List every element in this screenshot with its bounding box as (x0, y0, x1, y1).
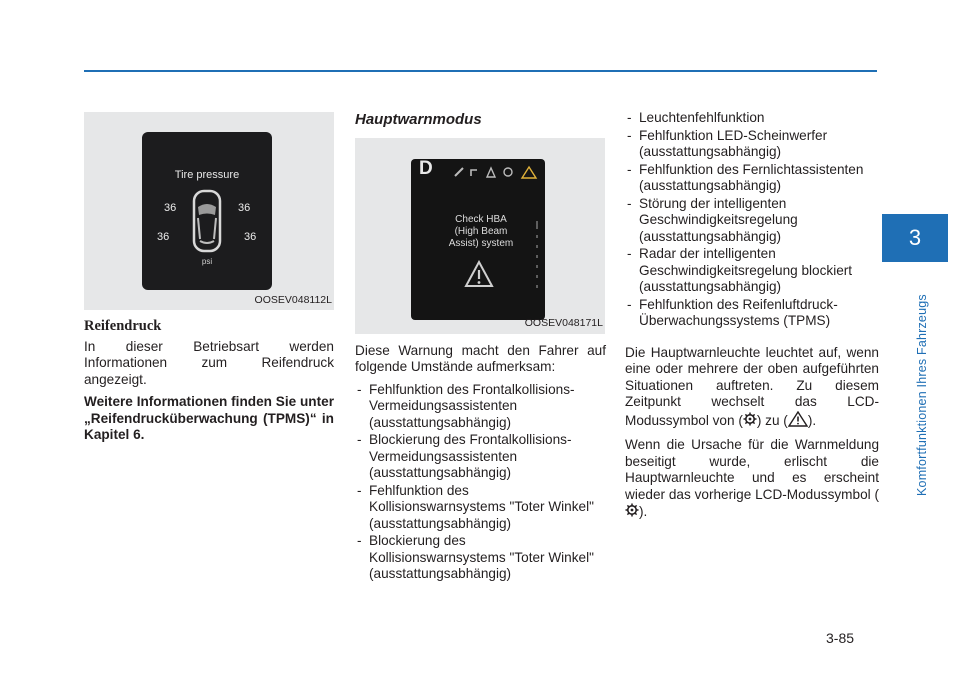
list-item: - Fehlfunktion des Frontalkollisions-Vermeidungsassistenten (ausstattungsabhängig) (355, 382, 606, 432)
body-paragraph: In dieser Betriebsart werden Informationen zum Reifendruck angezeigt. (84, 338, 334, 387)
list-item: - Radar der intelligenten Geschwindigkeitsregelung blockiert (ausstattungsabhängig) (625, 246, 879, 296)
column-middle (355, 112, 606, 584)
gear-indicator: D (419, 157, 433, 179)
body-paragraph (625, 345, 879, 432)
condition-list (625, 110, 879, 330)
cluster-display (142, 132, 272, 290)
tire-rear-right: 36 (244, 231, 257, 243)
master-warning-figure (355, 138, 605, 334)
pressure-unit: psi (201, 257, 213, 266)
text-run: Wenn die Ursache für die Warnmeldung beseitigt wurde, erlischt die Hauptwarnleuchte und es erscheint wieder das vorherige LCD-Modussymbol ( (625, 437, 879, 502)
tire-front-left: 36 (164, 202, 177, 214)
tire-rear-left: 36 (157, 231, 170, 243)
column-left (84, 112, 334, 450)
gear-icon (743, 412, 757, 431)
gauge-ticks (533, 219, 541, 299)
header-rule (84, 70, 877, 72)
page-number: 3-85 (826, 630, 855, 646)
text-run: ) zu ( (756, 412, 788, 428)
list-item: - Fehlfunktion LED-Scheinwerfer (ausstattungsabhängig) (625, 128, 879, 161)
car-top-view-icon (191, 189, 223, 253)
list-item: - Blockierung des Frontalkollisions-Vermeidungsassistenten (ausstattungsabhängig) (355, 432, 606, 482)
message-line: Assist) system (448, 237, 514, 249)
list-item: - Fehlfunktion des Kollisionswarnsystems "Toter Winkel" (ausstattungsabhängig) (355, 483, 606, 533)
column-right (625, 110, 879, 528)
list-item: - Blockierung des Kollisionswarnsystems "Toter Winkel" (ausstattungsabhängig) (355, 533, 606, 583)
list-item: - Fehlfunktion des Fernlichtassistenten (ausstattungsabhängig) (625, 162, 879, 195)
list-item: - Störung der intelligenten Geschwindigkeitsregelung (ausstattungsabhängig) (625, 196, 879, 246)
warning-triangle-icon (788, 411, 808, 432)
figure-caption: OOSEV048112L (254, 293, 332, 306)
intro-paragraph: Diese Warnung macht den Fahrer auf folgende Umstände aufmerksam: (355, 342, 606, 374)
mode-icons-strip (453, 165, 541, 179)
message-line: (High Beam (454, 225, 508, 237)
display-title: Tire pressure (174, 169, 240, 181)
list-item: - Fehlfunktion des Reifenluftdruck-Überwachungssystems (TPMS) (625, 297, 879, 330)
section-heading: Hauptwarnmodus (355, 111, 482, 128)
chapter-number-tab: 3 (882, 214, 948, 262)
tire-pressure-figure (84, 112, 334, 310)
message-line: Check HBA (455, 213, 507, 225)
text-run: ). (807, 412, 817, 428)
text-run: ). (639, 503, 648, 519)
warning-triangle-icon (464, 260, 494, 288)
reference-note: Weitere Informationen finden Sie unter „Reifendrucküberwachung (TPMS)“ in Kapitel 6. (84, 394, 334, 442)
warning-message (431, 214, 531, 250)
list-item: - Leuchtenfehlfunktion (625, 110, 879, 127)
chapter-title: Komfortfunktionen Ihres Fahrzeugs (915, 294, 929, 496)
cluster-display (411, 159, 545, 320)
text-run: Die Hauptwarnleuchte leuchtet auf, wenn eine oder mehrere der oben aufgeführten Situationen auftreten. Zu diesem Zeitpunkt wechselt das LCD-Modussymbol von ( (625, 344, 879, 428)
figure-caption: OOSEV048171L (524, 317, 603, 329)
tire-front-right: 36 (238, 202, 251, 214)
body-paragraph (625, 437, 879, 522)
section-heading: Reifendruck (84, 318, 162, 334)
gear-icon (625, 503, 639, 522)
chapter-title-vertical (915, 268, 931, 498)
condition-list (355, 382, 606, 583)
